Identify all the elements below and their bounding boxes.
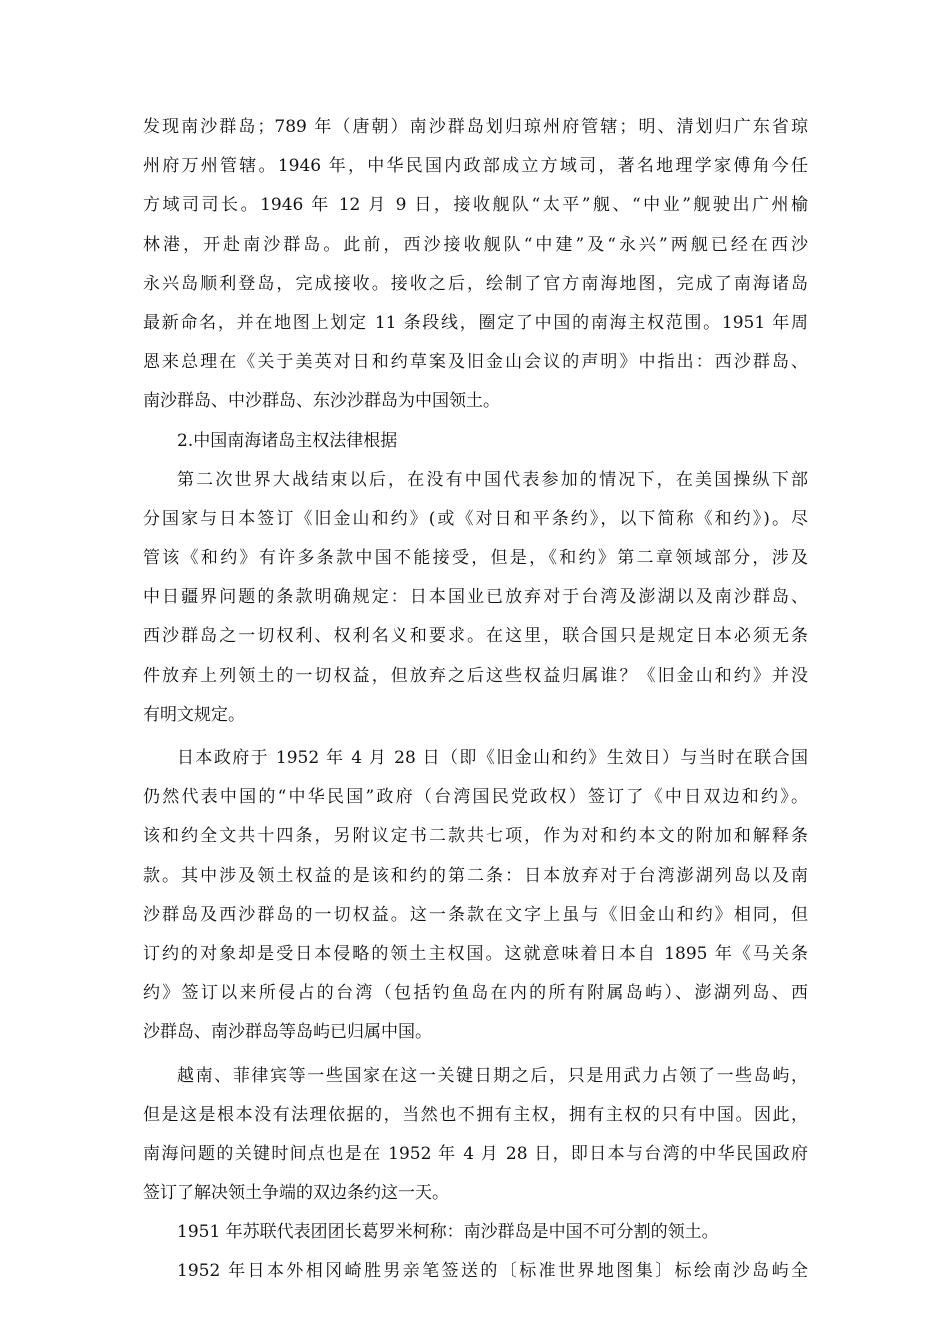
text-line: 恩来总理在《关于美英对日和约草案及旧金山会议的声明》中指出：西沙群岛、 bbox=[143, 352, 808, 373]
text-line: 但是这是根本没有法理依据的，当然也不拥有主权，拥有主权的只有中国。因此， bbox=[143, 1104, 808, 1125]
section-heading-text: 2.中国南海诸岛主权法律根据 bbox=[177, 430, 398, 451]
text-line: 西沙群岛之一切权利、权利名义和要求。在这里，联合国只是规定日本必须无条 bbox=[143, 626, 808, 647]
text-line: 永兴岛顺利登岛，完成接收。接收之后，绘制了官方南海地图，完成了南海诸岛 bbox=[143, 273, 808, 294]
text-line: 州府万州管辖。1946 年，中华民国内政部成立方域司，著名地理学家傅角今任 bbox=[143, 156, 808, 177]
text-line: 第二次世界大战结束以后，在没有中国代表参加的情况下，在美国操纵下部 bbox=[177, 469, 808, 490]
paragraph bbox=[143, 739, 808, 1053]
text-line: 中日疆界问题的条款明确规定：日本国业已放弃对于台湾及澎湖以及南沙群岛、 bbox=[143, 587, 808, 608]
text-line: 南沙群岛、中沙群岛、东沙沙群岛为中国领土。 bbox=[143, 391, 500, 412]
paragraph bbox=[143, 1213, 808, 1252]
paragraph bbox=[143, 1252, 808, 1291]
paragraph bbox=[143, 461, 808, 735]
text-line: 订约的对象却是受日本侵略的领土主权国。这就意味着日本自 1895 年《马关条 bbox=[143, 943, 808, 964]
text-line: 林港，开赴南沙群岛。此前，西沙接收舰队“中建”及“永兴”两舰已经在西沙 bbox=[143, 234, 808, 255]
section-heading bbox=[143, 422, 808, 461]
text-line: 沙群岛、南沙群岛等岛屿已归属中国。 bbox=[143, 1022, 432, 1043]
document-body bbox=[143, 108, 808, 1292]
text-line: 方域司司长。1946 年 12 月 9 日，接收舰队“太平”舰、“中业”舰驶出广州榆 bbox=[143, 195, 808, 216]
text-line: 管该《和约》有许多条款中国不能接受，但是，《和约》第二章领域部分，涉及 bbox=[143, 548, 808, 569]
text-line: 1952 年日本外相冈崎胜男亲笔签送的〔标准世界地图集〕标绘南沙岛屿全 bbox=[177, 1261, 808, 1282]
text-line: 签订了解决领土争端的双边条约这一天。 bbox=[143, 1183, 449, 1204]
paragraph bbox=[143, 108, 808, 422]
paragraph bbox=[143, 1057, 808, 1214]
text-line: 沙群岛及西沙群岛的一切权益。这一条款在文字上虽与《旧金山和约》相同，但 bbox=[143, 904, 808, 925]
text-line: 款。其中涉及领土权益的是该和约的第二条：日本放弃对于台湾澎湖列岛以及南 bbox=[143, 865, 808, 886]
text-line: 分国家与日本签订《旧金山和约》(或《对日和平条约》，以下简称《和约》)。尽 bbox=[143, 508, 808, 529]
text-line: 越南、菲律宾等一些国家在这一关键日期之后，只是用武力占领了一些岛屿， bbox=[177, 1065, 808, 1086]
text-line: 日本政府于 1952 年 4 月 28 日（即《旧金山和约》生效日）与当时在联合国 bbox=[177, 748, 808, 768]
text-line: 最新命名，并在地图上划定 11 条段线，圈定了中国的南海主权范围。1951 年周 bbox=[143, 312, 808, 333]
text-line: 发现南沙群岛；789 年（唐朝）南沙群岛划归琼州府管辖；明、清划归广东省琼 bbox=[143, 117, 808, 137]
text-line: 件放弃上列领土的一切权益，但放弃之后这些权益归属谁？《旧金山和约》并没 bbox=[143, 665, 808, 686]
text-line: 仍然代表中国的“中华民国”政府（台湾国民党政权）签订了《中日双边和约》。 bbox=[143, 787, 808, 808]
text-line: 1951 年苏联代表团团长葛罗米柯称：南沙群岛是中国不可分割的领土。 bbox=[177, 1222, 719, 1243]
text-line: 该和约全文共十四条，另附议定书二款共七项，作为对和约本文的附加和解释条 bbox=[143, 826, 808, 847]
text-line: 南海问题的关键时间点也是在 1952 年 4 月 28 日，即日本与台湾的中华民国政府 bbox=[143, 1143, 808, 1164]
text-line: 有明文规定。 bbox=[143, 704, 245, 725]
text-line: 约》签订以来所侵占的台湾（包括钓鱼岛在内的所有附属岛屿）、澎湖列岛、西 bbox=[143, 983, 808, 1004]
